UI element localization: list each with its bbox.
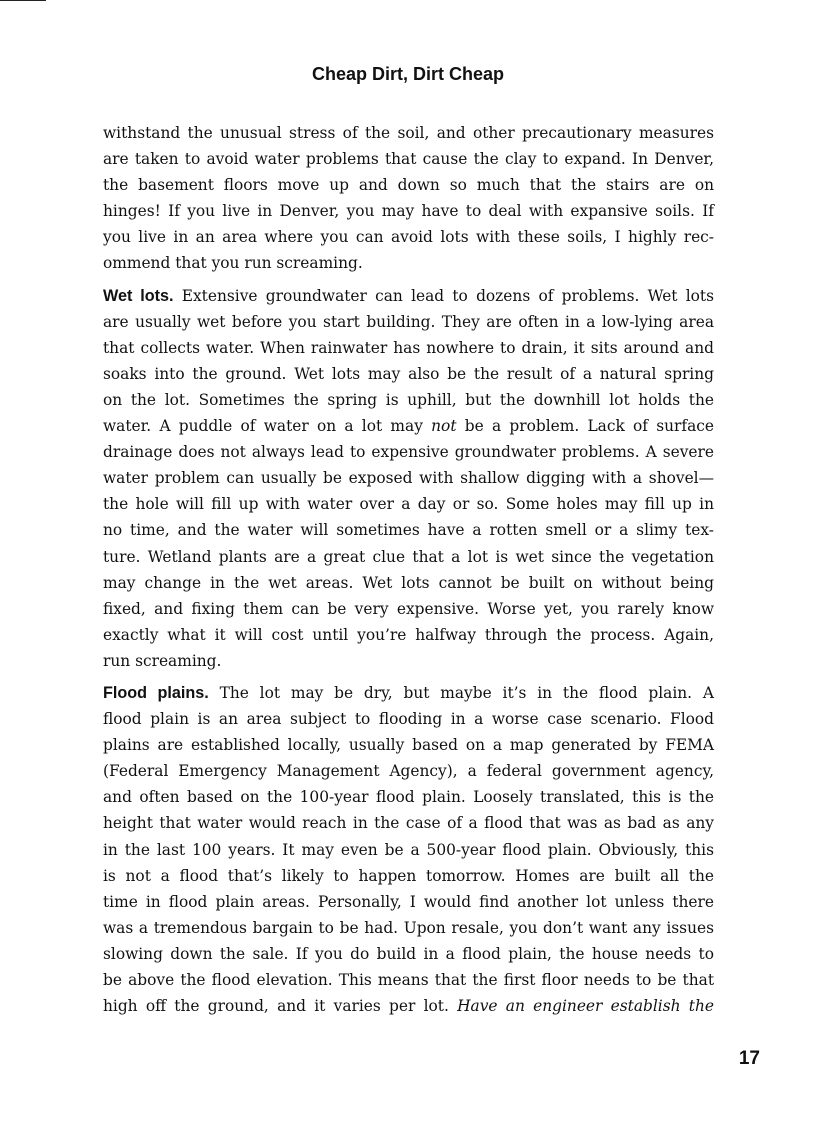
wet-lots-paragraph (103, 283, 714, 674)
text-run: high off the ground, and it varies per lot. (103, 997, 458, 1016)
text-line: fixed, and fixing them can be very expensive. Worse yet, you rarely know (103, 599, 714, 618)
text-line: withstand the unusual stress of the soil, and other precautionary measures (103, 124, 714, 142)
text-line: you live in an area where you can avoid lots with these soils, I highly rec- (103, 228, 714, 247)
running-head: Cheap Dirt, Dirt Cheap (311, 64, 505, 84)
body-text (103, 120, 714, 1019)
text-line: ture. Wetland plants are a great clue that a lot is wet since the vegetation (103, 547, 714, 566)
flood-plains-paragraph (103, 680, 714, 1019)
page-number: 17 (738, 1048, 760, 1069)
text-run: Extensive groundwater can lead to dozens of problems. Wet lots (173, 286, 715, 305)
text-line (103, 993, 714, 1019)
text-line: slowing down the sale. If you do build in a flood plain, the house needs to (103, 944, 714, 963)
text-line: hinges! If you live in Denver, you may have to deal with expansive soils. If (103, 202, 714, 221)
text-line: the basement floors move up and down so much that the stairs are on (103, 176, 714, 195)
text-run: water. A puddle of water on a lot may (103, 417, 432, 436)
text-run: The lot may be dry, but maybe it’s in the flood plain. A (208, 683, 714, 702)
text-line: ommend that you run screaming. (103, 254, 363, 273)
text-line: was a tremendous bargain to be had. Upon resale, you don’t want any issues (103, 918, 714, 937)
continued-paragraph (103, 120, 714, 277)
flood-plains-heading: Flood plains. (103, 683, 209, 702)
text-line: time in flood plain areas. Personally, I would find another lot unless there (103, 892, 714, 911)
corner-crop-rule (0, 0, 46, 1)
text-line: height that water would reach in the case of a flood that was as bad as any (103, 814, 714, 833)
text-line: be above the flood elevation. This means that the first floor needs to be that (103, 971, 714, 989)
text-line: exactly what it will cost until you’re halfway through the process. Again, (103, 625, 714, 644)
text-line (103, 283, 714, 309)
text-line (103, 413, 714, 439)
text-line: may change in the wet areas. Wet lots cannot be built on without being (103, 573, 714, 592)
text-line: on the lot. Sometimes the spring is uphill, but the downhill lot holds the (103, 390, 714, 409)
text-line: water problem can usually be exposed with shallow digging with a shovel— (103, 469, 714, 488)
text-line: is not a flood that’s likely to happen tomorrow. Homes are built all the (103, 866, 714, 885)
wet-lots-heading: Wet lots. (103, 286, 174, 305)
emphasis: not (431, 417, 457, 436)
text-line: plains are established locally, usually based on a map generated by FEMA (103, 736, 714, 755)
text-line: in the last 100 years. It may even be a 500-year flood plain. Obviously, this (103, 840, 714, 859)
text-line: soaks into the ground. Wet lots may also be the result of a natural spring (103, 364, 714, 383)
text-line: no time, and the water will sometimes have a rotten smell or a slimy tex- (103, 521, 714, 540)
text-line: are taken to avoid water problems that cause the clay to expand. In Denver, (103, 150, 714, 169)
text-line: run screaming. (103, 651, 222, 670)
text-line: are usually wet before you start building. They are often in a low-lying area (103, 312, 714, 331)
text-line: that collects water. When rainwater has nowhere to drain, it sits around and (103, 338, 714, 357)
text-line: and often based on the 100-year flood plain. Loosely translated, this is the (103, 788, 714, 807)
emphasis: Have an engineer establish the (457, 997, 714, 1016)
text-line: (Federal Emergency Management Agency), a federal government agency, (103, 762, 714, 781)
text-line (103, 680, 714, 706)
text-line: the hole will fill up with water over a day or so. Some holes may fill up in (103, 495, 714, 514)
text-run: be a problem. Lack of surface (456, 417, 715, 436)
text-line: flood plain is an area subject to flooding in a worse case scenario. Flood (103, 710, 714, 729)
text-line: drainage does not always lead to expensive groundwater problems. A severe (103, 443, 714, 462)
